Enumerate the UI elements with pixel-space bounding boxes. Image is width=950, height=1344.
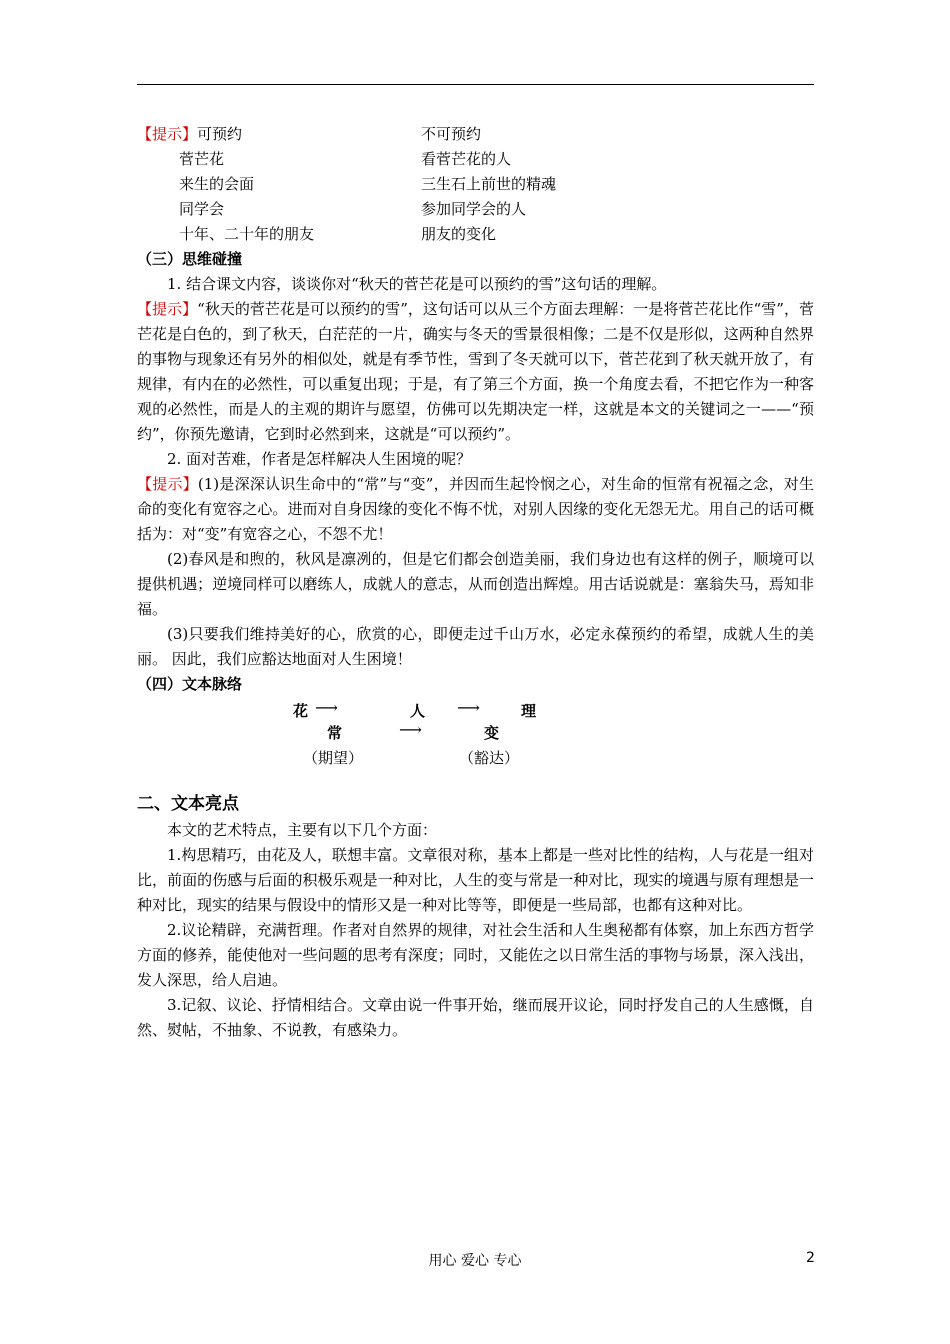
table-cell-right: 看菅芒花的人 xyxy=(421,150,512,168)
table-cell-left: 菅芒花 xyxy=(179,150,225,168)
section4-heading: （四）文本脉络 xyxy=(137,675,243,693)
question-1: 1. 结合课文内容，谈谈你对“秋天的菅芒花是可以预约的雪”这句话的理解。 xyxy=(167,275,667,293)
table-row xyxy=(137,147,814,172)
flow-node-constant: 常 xyxy=(327,724,343,742)
flow-label-expectation: （期望） xyxy=(303,749,364,767)
answer-1 xyxy=(137,297,814,447)
feature-3: 3.记叙、议论、抒情相结合。文章由说一件事开始，继而展开议论，同时抒发自己的人生感慨，自然、熨帖，不抽象、不说教，有感染力。 xyxy=(137,996,814,1039)
table-cell-right: 参加同学会的人 xyxy=(421,200,527,218)
table-row xyxy=(137,172,814,197)
feature-1: 1.构思精巧，由花及人，联想丰富。文章很对称，基本上都是一些对比性的结构，人与花是一组对比，前面的伤感与后面的积极乐观是一种对比，人生的变与常是一种对比，现实的境遇与原有理想是一种对比，现实的结果与假设中的情形又是一种对比等等，即便是一些局部，也都有这种对比。 xyxy=(137,846,814,914)
flow-node-flower: 花 xyxy=(293,702,309,720)
page-content xyxy=(137,122,814,1043)
feature-2: 2.议论精辟，充满哲理。作者对自然界的规律，对社会生活和人生奥秘都有体察，加上东西方哲学方面的修养，能使他对一些问题的思考有深度；同时，又能佐之以日常生活的事物与场景，深入浅出，发人深思，给人启迪。 xyxy=(137,921,814,989)
hint-label: 【提示】 xyxy=(137,475,198,493)
flow-node-change: 变 xyxy=(484,724,500,742)
question-2: 2. 面对苦难，作者是怎样解决人生困境的呢？ xyxy=(167,450,472,468)
table-cell-left: 同学会 xyxy=(179,200,225,218)
table-cell-left: 十年、二十年的朋友 xyxy=(179,225,315,243)
flow-label-openness: （豁达） xyxy=(459,749,520,767)
table-cell-right: 三生石上前世的精魂 xyxy=(421,175,557,193)
section3-heading: （三）思维碰撞 xyxy=(137,250,243,268)
answer-2-part-2: (2)春风是和煦的，秋风是凛冽的，但是它们都会创造美丽，我们身边也有这样的例子，顺境可以提供机遇；逆境同样可以磨练人，成就人的意志，从而创造出辉煌。用古话说就是：塞翁失马，焉知非福。 xyxy=(137,550,814,618)
header-rule xyxy=(137,84,814,85)
answer-2-part-3: (3)只要我们维持美好的心，欣赏的心，即便走过千山万水，必定永葆预约的希望，成就人生的美丽。 因此，我们应豁达地面对人生困境！ xyxy=(137,625,814,668)
part2-heading: 二、文本亮点 xyxy=(137,794,239,814)
table-row xyxy=(137,222,814,247)
table-header-row xyxy=(137,122,814,147)
arrow-right-icon: ⟶ xyxy=(399,720,422,739)
arrow-right-icon: ⟶ xyxy=(457,698,480,717)
flow-node-person: 人 xyxy=(410,702,426,720)
answer-2-part-1-text: (1)是深深认识生命中的“常”与“变”，并因而生起怜悯之心，对生命的恒常有祝福之念，对生命的变化有宽容之心。进而对自身因缘的变化不悔不忧，对别人因缘的变化无怨无尤。用自己的话可概括为：对“变”有宽容之心，不怨不尤！ xyxy=(137,475,814,543)
flow-node-reason: 理 xyxy=(521,702,537,720)
table-cell-right: 朋友的变化 xyxy=(421,225,497,243)
text-flow-diagram xyxy=(137,697,814,772)
footer-motto: 用心 爱心 专心 xyxy=(428,1253,522,1269)
hint-label: 【提示】 xyxy=(137,300,198,318)
answer-2-part-1 xyxy=(137,472,814,547)
part2-intro: 本文的艺术特点，主要有以下几个方面： xyxy=(167,821,438,839)
table-right-header: 不可预约 xyxy=(421,125,482,143)
table-cell-left: 来生的会面 xyxy=(179,175,255,193)
answer-1-text: “秋天的菅芒花是可以预约的雪”，这句话可以从三个方面去理解：一是将菅芒花比作“雪”，菅芒花是白色的，到了秋天，白茫茫的一片，确实与冬天的雪景很相像；二是不仅是形似，这两种自然界的事物与现象还有另外的相似处，就是有季节性，雪到了冬天就可以下，菅芒花到了秋天就开放了，有规律，有内在的必然性，可以重复出现；于是，有了第三个方面，换一个角度去看，不把它作为一种客观的必然性，而是人的主观的期许与愿望，仿佛可以先期决定一样，这就是本文的关键词之一——“预约”，你预先邀请，它到时必然到来，这就是“可以预约”。 xyxy=(137,300,814,443)
page-number: 2 xyxy=(806,1250,815,1266)
table-left-header: 可预约 xyxy=(197,125,243,143)
arrow-right-icon: ⟶ xyxy=(315,698,338,717)
hint-label: 【提示】 xyxy=(137,125,198,143)
table-row xyxy=(137,197,814,222)
